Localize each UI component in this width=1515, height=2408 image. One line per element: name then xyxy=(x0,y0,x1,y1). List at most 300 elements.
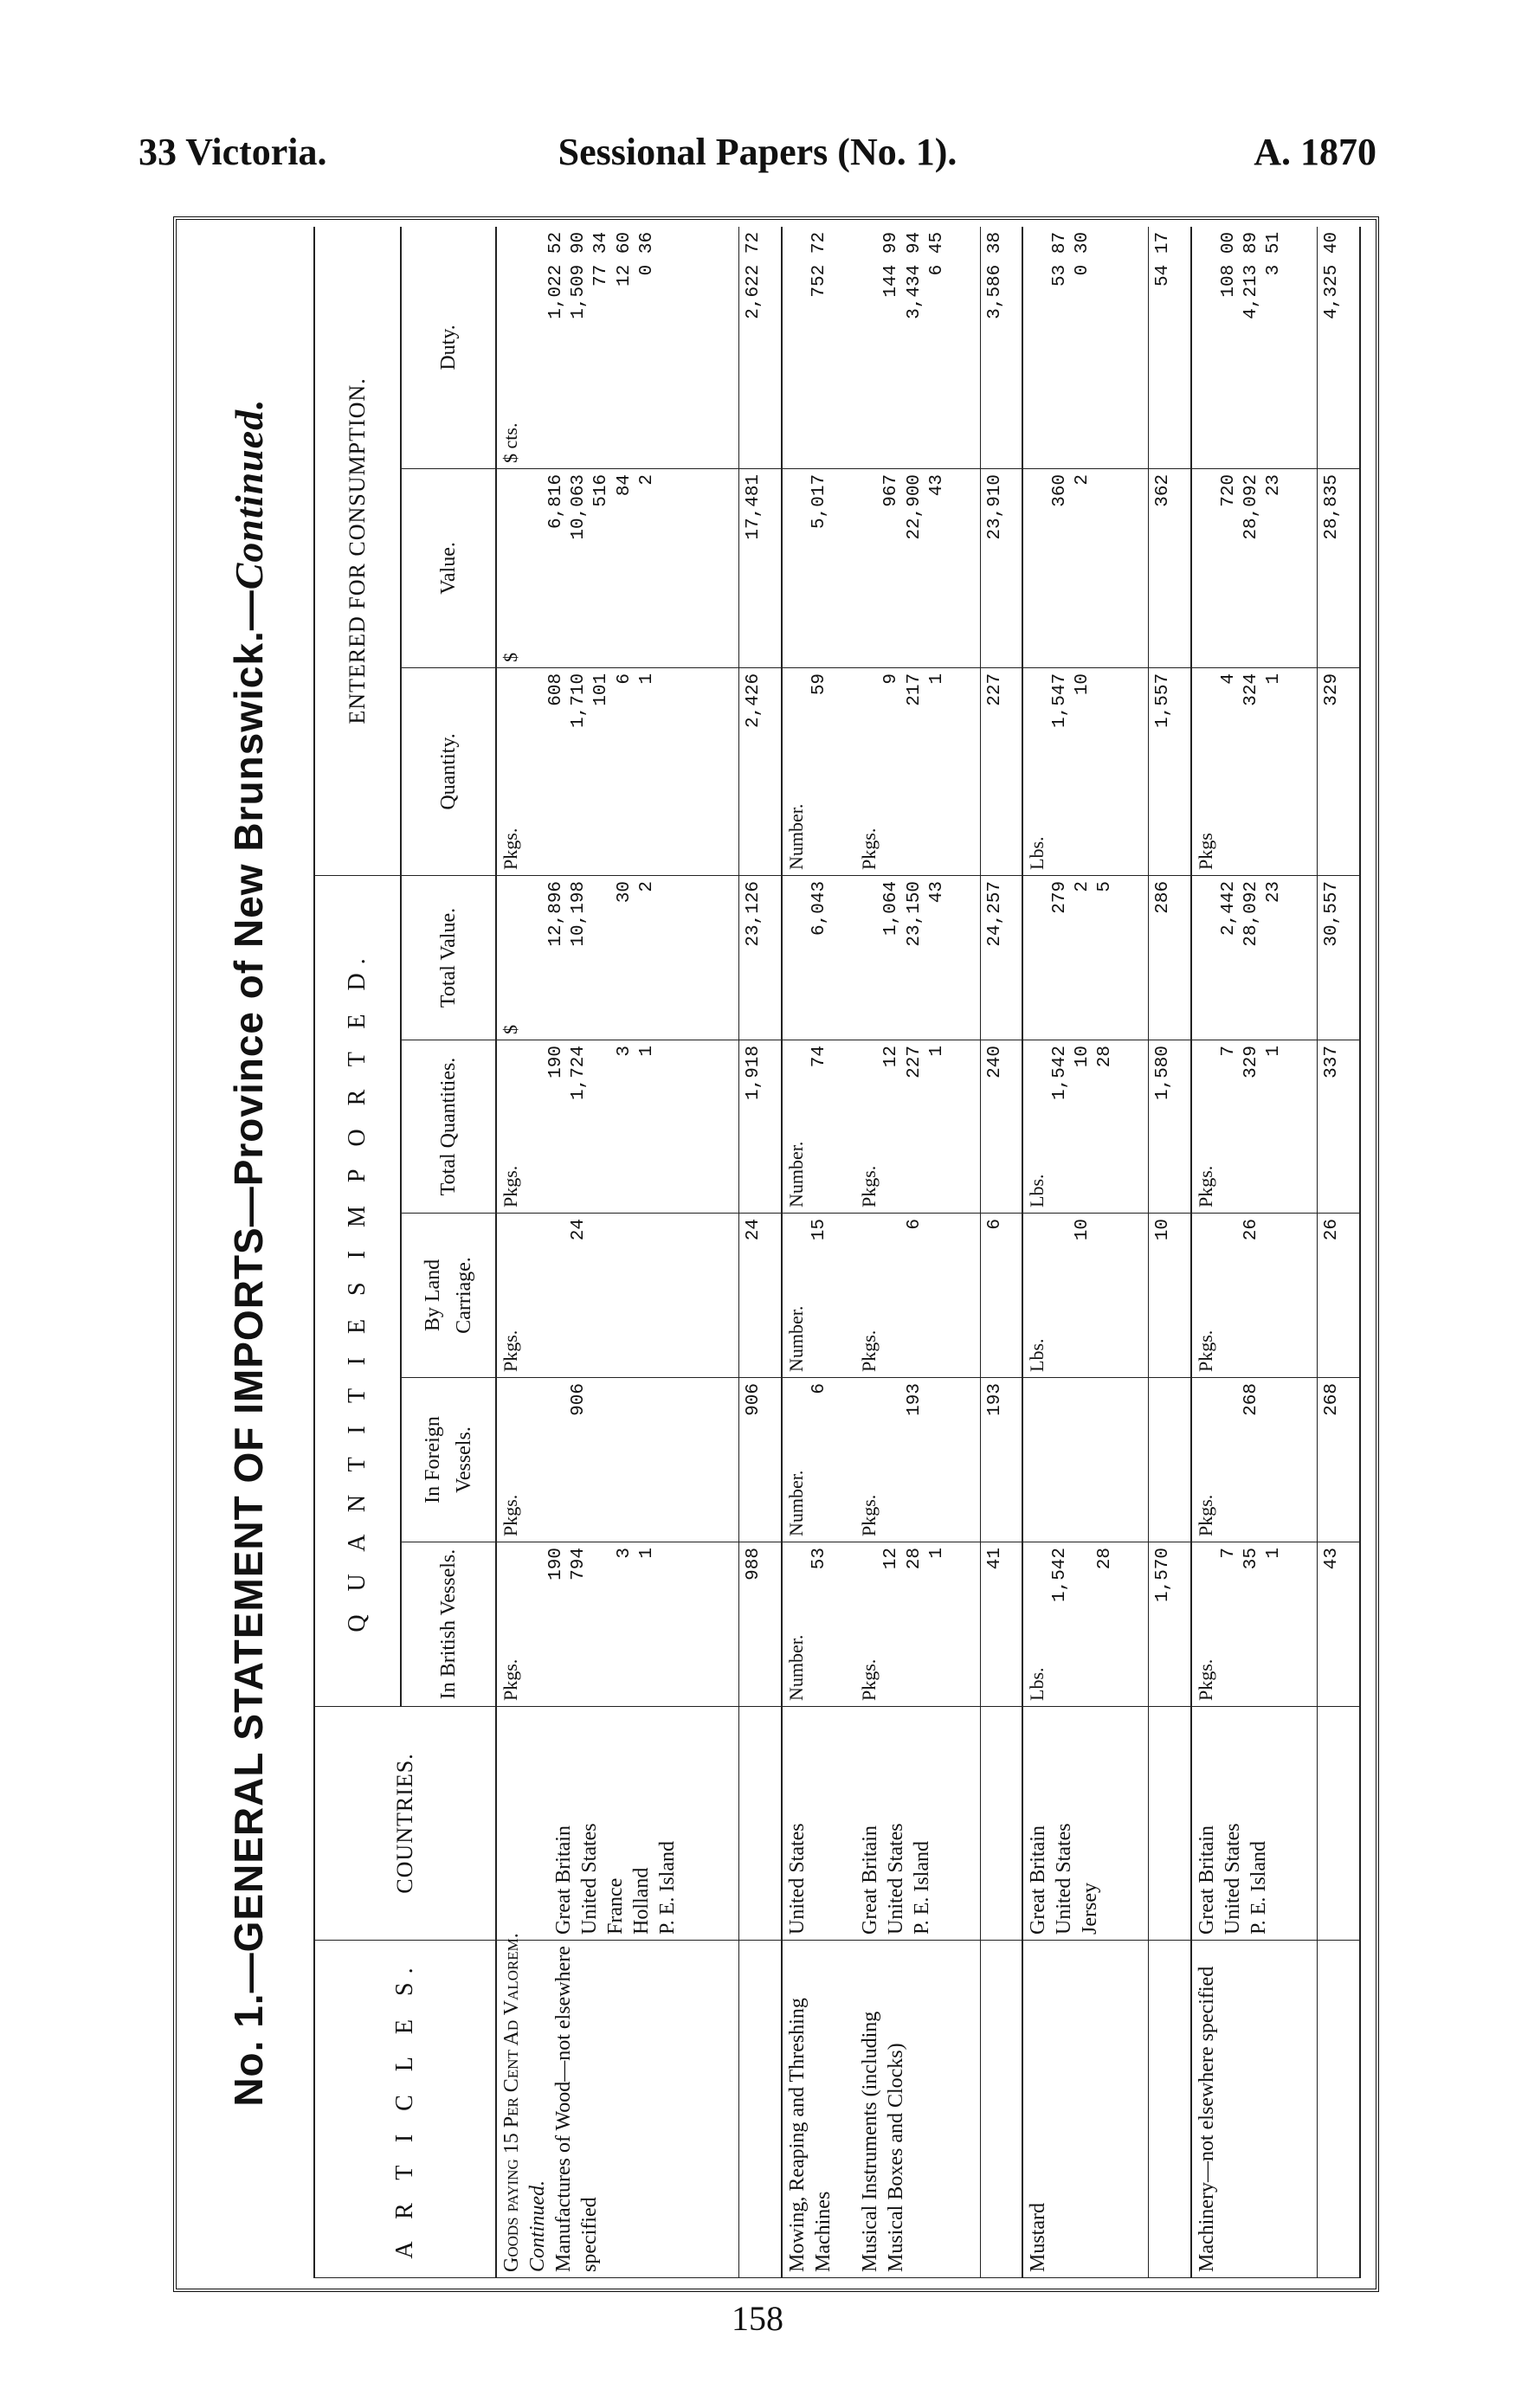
rotated-table xyxy=(184,227,1361,2278)
article-cell xyxy=(1022,1941,1149,2278)
value-cell-land xyxy=(1191,1214,1318,1378)
cell-value: 24 xyxy=(569,1219,589,1241)
cell-value: 77 34 xyxy=(591,231,612,287)
unit-label: Pkgs. xyxy=(500,1330,521,1372)
cell-value: 9 xyxy=(881,673,902,685)
cell-value: 30 xyxy=(614,880,635,904)
cell-value xyxy=(926,1219,949,1372)
header-quantity: Quantity. xyxy=(401,667,496,875)
country-cell xyxy=(496,1707,739,1941)
table-row xyxy=(496,227,739,2278)
value-cell-total_v xyxy=(496,875,739,1040)
cell-value xyxy=(1263,1219,1286,1372)
article-cell xyxy=(1191,1941,1318,2278)
cell-value: 74 xyxy=(809,1046,829,1068)
total-cell-foreign: 268 xyxy=(1318,1378,1360,1542)
cell-value: 1 xyxy=(636,1548,657,1559)
cell-value: 193 xyxy=(904,1383,925,1416)
empty-cell xyxy=(1318,1941,1360,2278)
total-cell-total_q: 1,918 xyxy=(739,1040,782,1214)
cell-value: 12 xyxy=(881,1046,902,1068)
value-cell-total_v xyxy=(855,875,980,1040)
unit-label: Pkgs. xyxy=(857,1658,880,1701)
total-cell-total_v: 286 xyxy=(1149,875,1191,1040)
unit-label: Pkgs. xyxy=(857,827,880,870)
cell-value: 15 xyxy=(809,1219,829,1241)
total-cell-land: 10 xyxy=(1149,1214,1191,1378)
header-countries: COUNTRIES. xyxy=(314,1707,496,1941)
cell-value: 1 xyxy=(1264,1046,1285,1057)
country-name: United States xyxy=(1222,1823,1245,1935)
unit-label: Pkgs. xyxy=(500,1165,521,1207)
total-cell-value: 28,835 xyxy=(1318,468,1360,667)
cell-value xyxy=(636,1383,659,1536)
value-cell-duty xyxy=(496,227,739,468)
unit-label xyxy=(784,232,809,463)
total-row xyxy=(1149,227,1191,2278)
country-cell xyxy=(855,1707,980,1941)
cell-value: 6 xyxy=(614,673,635,685)
cell-value xyxy=(1072,1548,1094,1701)
value-cell-value xyxy=(496,468,739,667)
cell-value: 1 xyxy=(1264,1548,1285,1559)
page-header xyxy=(139,130,1376,190)
cell-value: 794 xyxy=(569,1548,589,1581)
total-row xyxy=(1318,227,1360,2278)
unit-label: Number. xyxy=(785,803,808,870)
cell-value: 1 xyxy=(636,673,657,685)
cell-value: 84 xyxy=(614,473,635,497)
cell-value: 906 xyxy=(569,1383,589,1416)
value-cell-total_q xyxy=(1191,1040,1318,1214)
cell-value: 28 xyxy=(1095,1046,1116,1068)
cell-value xyxy=(1049,1383,1072,1536)
country-name: Great Britain xyxy=(552,1825,575,1935)
empty-cell xyxy=(1149,1941,1191,2278)
cell-value: 1,724 xyxy=(569,1046,589,1101)
cell-value: 28 xyxy=(904,1548,925,1570)
cell-value: 6 xyxy=(904,1219,925,1230)
unit-label: Pkgs. xyxy=(500,827,521,870)
cell-value: 12 xyxy=(881,1548,902,1570)
cell-value: 2 xyxy=(1073,880,1093,892)
value-cell-quantity xyxy=(855,667,980,875)
value-cell-total_q xyxy=(782,1040,855,1214)
cell-value xyxy=(545,1383,568,1536)
value-cell-duty xyxy=(855,227,980,468)
value-cell-duty xyxy=(782,227,855,468)
unit-label: Lbs. xyxy=(1026,1667,1048,1701)
unit-label: $ xyxy=(500,1025,521,1034)
cell-value: 329 xyxy=(1241,1046,1261,1078)
unit-label xyxy=(784,474,809,662)
value-cell-value xyxy=(855,468,980,667)
unit-label: Lbs. xyxy=(1026,1338,1048,1372)
header-total-value: Total Value. xyxy=(401,875,496,1040)
unit-label xyxy=(1194,232,1218,463)
value-cell-british xyxy=(1022,1542,1149,1707)
value-cell-quantity xyxy=(1022,667,1149,875)
total-cell-quantity: 227 xyxy=(980,667,1022,875)
unit-label xyxy=(857,881,881,1034)
cell-value: 28 xyxy=(1095,1548,1116,1570)
country-cell xyxy=(1022,1707,1149,1941)
value-cell-land xyxy=(1022,1214,1149,1378)
cell-value: 1,022 52 xyxy=(545,231,566,319)
empty-cell xyxy=(980,1941,1022,2278)
header-in-british-vessels: In British Vessels. xyxy=(401,1542,496,1707)
cell-value: 12 60 xyxy=(614,231,635,287)
total-cell-land: 24 xyxy=(739,1214,782,1378)
cell-value: 43 xyxy=(926,473,947,497)
total-cell-duty: 2,622 72 xyxy=(739,227,782,468)
cell-value: 53 xyxy=(809,1548,829,1570)
cell-value: 190 xyxy=(545,1548,566,1581)
total-cell-british: 41 xyxy=(980,1542,1022,1707)
cell-value xyxy=(1094,232,1117,463)
value-cell-british xyxy=(855,1542,980,1707)
cell-value: 28,092 xyxy=(1241,880,1261,947)
header-quantities-imported: Q U A N T I T I E S I M P O R T E D. xyxy=(314,875,401,1706)
value-cell-foreign xyxy=(782,1378,855,1542)
empty-cell xyxy=(1149,1707,1191,1941)
cell-value: 6,043 xyxy=(809,880,829,936)
cell-value: 5,017 xyxy=(809,473,829,529)
unit-label: Number. xyxy=(785,1305,808,1372)
total-cell-land: 6 xyxy=(980,1214,1022,1378)
cell-value: 516 xyxy=(591,473,612,507)
value-cell-duty xyxy=(1022,227,1149,468)
cell-value: 3 xyxy=(614,1548,635,1559)
cell-value: 217 xyxy=(904,673,925,706)
cell-value: 967 xyxy=(881,473,902,507)
unit-label: Lbs. xyxy=(1026,1174,1048,1207)
cell-value xyxy=(614,1219,636,1372)
unit-label: Pkgs. xyxy=(1195,1494,1217,1536)
total-cell-duty: 3,586 38 xyxy=(980,227,1022,468)
article-name: Musical Instruments (including Musical Boxes and Clocks) xyxy=(858,2011,907,2272)
imports-table xyxy=(313,227,1361,2278)
unit-label: Pkgs. xyxy=(857,1165,880,1207)
country-name: France xyxy=(604,1877,627,1935)
cell-value: 6 xyxy=(809,1383,829,1394)
cell-value: 23 xyxy=(1264,880,1285,904)
cell-value: 1,547 xyxy=(1049,673,1070,728)
cell-value xyxy=(1072,1383,1094,1536)
country-name: United States xyxy=(884,1823,907,1935)
value-cell-value xyxy=(1022,468,1149,667)
article-cell xyxy=(496,1933,739,2278)
cell-value: 1 xyxy=(636,1046,657,1057)
article-name: Machinery—not elsewhere specified xyxy=(1196,1966,1219,2272)
cell-value xyxy=(590,1219,613,1372)
cell-value xyxy=(590,1548,613,1701)
cell-value: 1,710 xyxy=(569,673,589,728)
value-cell-land xyxy=(782,1214,855,1378)
empty-cell xyxy=(739,1941,782,2278)
total-cell-quantity: 329 xyxy=(1318,667,1360,875)
cell-value: 23,150 xyxy=(904,880,925,947)
total-cell-value: 362 xyxy=(1149,468,1191,667)
cell-value xyxy=(880,1219,903,1372)
cell-value xyxy=(590,1383,613,1536)
total-cell-total_q: 1,580 xyxy=(1149,1040,1191,1214)
cell-value: 1,509 90 xyxy=(569,231,589,319)
table-row xyxy=(782,227,855,2278)
cell-value: 0 36 xyxy=(636,231,657,276)
cell-value xyxy=(1094,1219,1117,1372)
unit-label: Number. xyxy=(785,1470,808,1536)
unit-label: Lbs. xyxy=(1026,836,1048,870)
total-cell-foreign xyxy=(1149,1378,1191,1542)
country-name: P. E. Island xyxy=(1247,1841,1271,1935)
total-cell-foreign: 193 xyxy=(980,1378,1022,1542)
article-heading-continued: Continued. xyxy=(526,2180,549,2272)
cell-value: 23 xyxy=(1264,473,1285,497)
unit-label: Pkgs xyxy=(1195,833,1217,870)
total-cell-british: 988 xyxy=(739,1542,782,1707)
cell-value: 3,434 94 xyxy=(904,231,925,319)
empty-cell xyxy=(739,1707,782,1941)
value-cell-british xyxy=(782,1542,855,1707)
cell-value xyxy=(1094,1383,1117,1536)
cell-value: 2 xyxy=(1073,473,1093,486)
cell-value: 6 45 xyxy=(926,231,947,276)
cell-value: 1,064 xyxy=(881,880,902,936)
cell-value: 190 xyxy=(545,1046,566,1078)
rotated-table-wrapper xyxy=(184,227,1361,2278)
cell-value: 608 xyxy=(545,673,566,706)
cell-value xyxy=(1049,1219,1072,1372)
total-cell-duty: 54 17 xyxy=(1149,227,1191,468)
unit-label: Pkgs. xyxy=(857,1494,880,1536)
total-cell-foreign: 906 xyxy=(739,1378,782,1542)
country-name: Great Britain xyxy=(858,1825,881,1935)
unit-label: Pkgs. xyxy=(1195,1330,1217,1372)
total-cell-quantity: 2,426 xyxy=(739,667,782,875)
cell-value: 1 xyxy=(926,1548,947,1559)
cell-value: 10,063 xyxy=(569,473,589,540)
value-cell-quantity xyxy=(782,667,855,875)
cell-value: 2 xyxy=(636,880,657,892)
header-entered-for-consumption: ENTERED FOR CONSUMPTION. xyxy=(314,227,401,875)
article-cell xyxy=(782,1941,855,2278)
total-cell-quantity: 1,557 xyxy=(1149,667,1191,875)
cell-value: 720 xyxy=(1218,473,1239,507)
country-name: Great Britain xyxy=(1027,1825,1050,1935)
cell-value: 4 xyxy=(1218,673,1239,685)
unit-label xyxy=(1025,881,1049,1034)
country-name: Great Britain xyxy=(1196,1825,1219,1935)
value-cell-value xyxy=(1191,468,1318,667)
value-cell-british xyxy=(496,1542,739,1707)
cell-value: 3 51 xyxy=(1264,231,1285,276)
unit-label xyxy=(1025,232,1049,463)
cell-value: 1 xyxy=(926,1046,947,1057)
cell-value: 28,092 xyxy=(1241,473,1261,540)
page-number: 158 xyxy=(732,2299,783,2338)
cell-value: 3 xyxy=(614,1046,635,1057)
cell-value: 144 99 xyxy=(881,231,902,298)
cell-value: 12,896 xyxy=(545,880,566,947)
country-name: P. E. Island xyxy=(910,1841,933,1935)
country-name: United States xyxy=(1053,1823,1076,1935)
cell-value: 10 xyxy=(1073,673,1093,696)
empty-cell xyxy=(1318,1707,1360,1941)
country-name: United States xyxy=(786,1823,809,1935)
table-title xyxy=(184,227,313,2278)
table-row xyxy=(1191,227,1318,2278)
cell-value: 360 xyxy=(1049,473,1070,507)
value-cell-total_q xyxy=(496,1040,739,1214)
unit-label: Pkgs. xyxy=(500,1494,521,1536)
value-cell-total_q xyxy=(1022,1040,1149,1214)
cell-value: 26 xyxy=(1241,1219,1261,1241)
unit-label: Number. xyxy=(785,1141,808,1207)
table-body xyxy=(496,227,1360,2278)
cell-value: 2,442 xyxy=(1218,880,1239,936)
total-row xyxy=(739,227,782,2278)
unit-label xyxy=(1194,881,1218,1034)
total-cell-total_v: 30,557 xyxy=(1318,875,1360,1040)
cell-value: 324 xyxy=(1241,673,1261,706)
unit-label xyxy=(857,474,881,662)
cell-value: 0 30 xyxy=(1073,231,1093,276)
country-name: Jersey xyxy=(1079,1883,1102,1935)
value-cell-quantity xyxy=(1191,667,1318,875)
value-cell-duty xyxy=(1191,227,1318,468)
unit-label: Pkgs. xyxy=(1195,1658,1217,1701)
value-cell-foreign xyxy=(1022,1378,1149,1542)
value-cell-total_v xyxy=(1022,875,1149,1040)
table-title-continued: Continued. xyxy=(226,398,271,590)
cell-value: 10 xyxy=(1073,1046,1093,1068)
unit-label: Number. xyxy=(785,1634,808,1701)
table-row xyxy=(855,227,980,2278)
country-name: P. E. Island xyxy=(656,1841,679,1935)
cell-value: 4,213 89 xyxy=(1241,231,1261,319)
value-cell-land xyxy=(855,1214,980,1378)
unit-label: $ xyxy=(500,652,521,662)
cell-value: 7 xyxy=(1218,1548,1239,1559)
cell-value: 268 xyxy=(1241,1383,1261,1416)
cell-value: 752 72 xyxy=(809,231,829,298)
header-right: A. 1870 xyxy=(1254,131,1376,173)
header-by-land-carriage: By Land Carriage. xyxy=(401,1214,496,1378)
cell-value: 1 xyxy=(1264,673,1285,685)
country-cell xyxy=(782,1707,855,1941)
total-row xyxy=(980,227,1022,2278)
total-cell-value: 23,910 xyxy=(980,468,1022,667)
cell-value: 101 xyxy=(591,673,612,706)
header-value: Value. xyxy=(401,468,496,667)
total-cell-total_q: 240 xyxy=(980,1040,1022,1214)
total-cell-duty: 4,325 40 xyxy=(1318,227,1360,468)
value-cell-total_v xyxy=(1191,875,1318,1040)
value-cell-foreign xyxy=(1191,1378,1318,1542)
value-cell-value xyxy=(782,468,855,667)
cell-value: 108 00 xyxy=(1218,231,1239,298)
cell-value: 53 87 xyxy=(1049,231,1070,287)
cell-value: 35 xyxy=(1241,1548,1261,1570)
article-name: Mustard xyxy=(1027,2203,1050,2272)
cell-value: 2 xyxy=(636,473,657,486)
value-cell-foreign xyxy=(855,1378,980,1542)
cell-value: 43 xyxy=(926,880,947,904)
header-in-foreign-vessels: In Foreign Vessels. xyxy=(401,1378,496,1542)
table-title-main: No. 1.—GENERAL STATEMENT OF IMPORTS—Province of New Brunswick.— xyxy=(226,589,271,2107)
empty-cell xyxy=(980,1707,1022,1941)
table-row xyxy=(1022,227,1149,2278)
header-duty: Duty. xyxy=(401,227,496,468)
cell-value xyxy=(590,881,613,1034)
article-cell xyxy=(855,1941,980,2278)
value-cell-total_v xyxy=(782,875,855,1040)
cell-value: 227 xyxy=(904,1046,925,1078)
total-cell-value: 17,481 xyxy=(739,468,782,667)
country-name: United States xyxy=(578,1823,601,1935)
value-cell-total_q xyxy=(855,1040,980,1214)
unit-label xyxy=(1025,474,1049,662)
total-cell-total_q: 337 xyxy=(1318,1040,1360,1214)
value-cell-foreign xyxy=(496,1378,739,1542)
total-cell-british: 43 xyxy=(1318,1542,1360,1707)
cell-value: 1 xyxy=(926,673,947,685)
value-cell-quantity xyxy=(496,667,739,875)
cell-value xyxy=(590,1046,613,1207)
header-center: Sessional Papers (No. 1). xyxy=(558,131,957,173)
cell-value xyxy=(636,1219,659,1372)
cell-value: 1,542 xyxy=(1049,1548,1070,1603)
article-name: Mowing, Reaping and Threshing Machines xyxy=(786,1998,835,2272)
total-cell-land: 26 xyxy=(1318,1214,1360,1378)
cell-value: 10 xyxy=(1073,1219,1093,1241)
unit-label: Pkgs. xyxy=(1195,1165,1217,1207)
cell-value: 59 xyxy=(809,673,829,696)
total-cell-british: 1,570 xyxy=(1149,1542,1191,1707)
cell-value xyxy=(926,1383,949,1536)
total-cell-total_v: 24,257 xyxy=(980,875,1022,1040)
cell-value: 1,542 xyxy=(1049,1046,1070,1101)
cell-value xyxy=(545,1219,568,1372)
cell-value: 5 xyxy=(1095,880,1116,892)
unit-label: Pkgs. xyxy=(857,1330,880,1372)
cell-value: 279 xyxy=(1049,880,1070,914)
unit-label xyxy=(1025,1383,1049,1536)
total-cell-total_v: 23,126 xyxy=(739,875,782,1040)
cell-value xyxy=(1218,1219,1241,1372)
unit-label xyxy=(1194,474,1218,662)
cell-value: 22,900 xyxy=(904,473,925,540)
cell-value xyxy=(1263,1383,1286,1536)
cell-value xyxy=(1094,673,1117,870)
value-cell-british xyxy=(1191,1542,1318,1707)
country-name: Holland xyxy=(630,1867,653,1935)
cell-value: 10,198 xyxy=(569,880,589,947)
unit-label: $ cts. xyxy=(500,422,521,463)
cell-value: 7 xyxy=(1218,1046,1239,1057)
unit-label xyxy=(857,232,881,463)
unit-label: Pkgs. xyxy=(500,1658,521,1701)
cell-value xyxy=(1094,474,1117,662)
country-cell xyxy=(1191,1707,1318,1941)
header-left: 33 Victoria. xyxy=(139,131,327,173)
header-total-quantities: Total Quantities. xyxy=(401,1040,496,1214)
article-name: Manufactures of Wood—not elsewhere specified xyxy=(552,1946,601,2272)
cell-value xyxy=(1218,1383,1241,1536)
value-cell-land xyxy=(496,1214,739,1378)
article-heading: Goods paying 15 Per Cent Ad Valorem. xyxy=(500,1933,523,2272)
